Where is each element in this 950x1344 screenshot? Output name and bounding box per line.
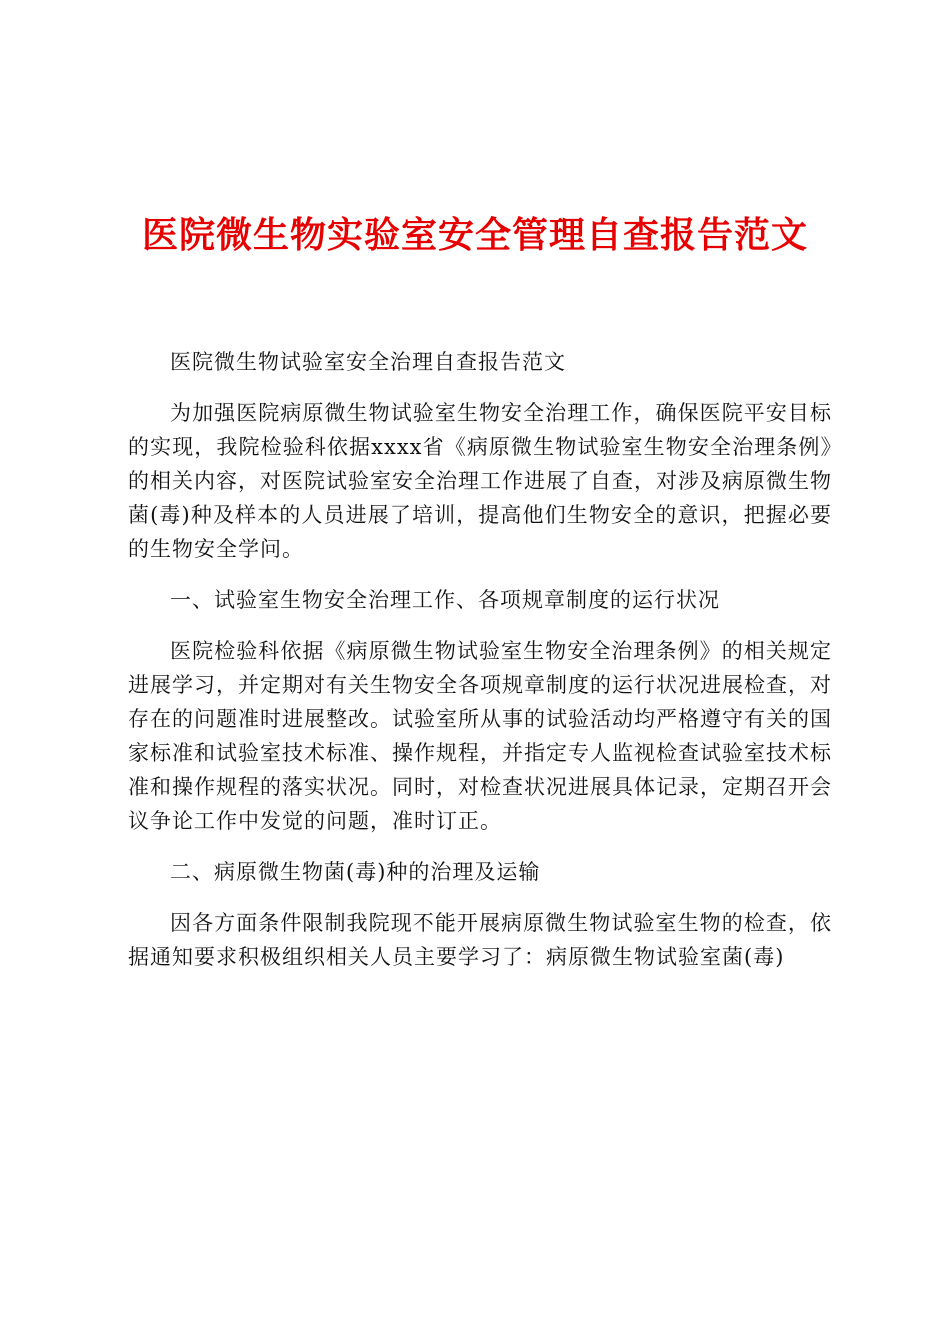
section-1-paragraph: 医院检验科依据《病原微生物试验室生物安全治理条例》的相关规定进展学习，并定期对有关生物安全各项规章制度的运行状况进展检查，对存在的问题准时进展整改。试验室所从事的试验活动均严格遵守有关的国家标准和试验室技术标准、操作规程，并指定专人监视检查试验室技术标准和操作规程的落实状况。同时，对检查状况进展具体记录，定期召开会议争论工作中发觉的问题，准时订正。 (128, 639, 832, 833)
document-body (128, 345, 832, 991)
section-2-paragraph: 因各方面条件限制我院现不能开展病原微生物试验室生物的检查，依据通知要求积极组织相关人员主要学习了：病原微生物试验室菌(毒) (128, 911, 832, 969)
subtitle-paragraph: 医院微生物试验室安全治理自查报告范文 (170, 350, 566, 374)
section-heading-1: 一、试验室生物安全治理工作、各项规章制度的运行状况 (170, 588, 720, 612)
intro-paragraph: 为加强医院病原微生物试验室生物安全治理工作，确保医院平安目标的实现，我院检验科依据xxxx省《病原微生物试验室生物安全治理条例》的相关内容，对医院试验室安全治理工作进展了自查，对涉及病原微生物菌(毒)种及样本的人员进展了培训，提高他们生物安全的意识，把握必要的生物安全学问。 (128, 401, 832, 561)
section-heading-2: 二、病原微生物菌(毒)种的治理及运输 (170, 860, 541, 884)
document-title: 医院微生物实验室安全管理自查报告范文 (141, 214, 808, 256)
